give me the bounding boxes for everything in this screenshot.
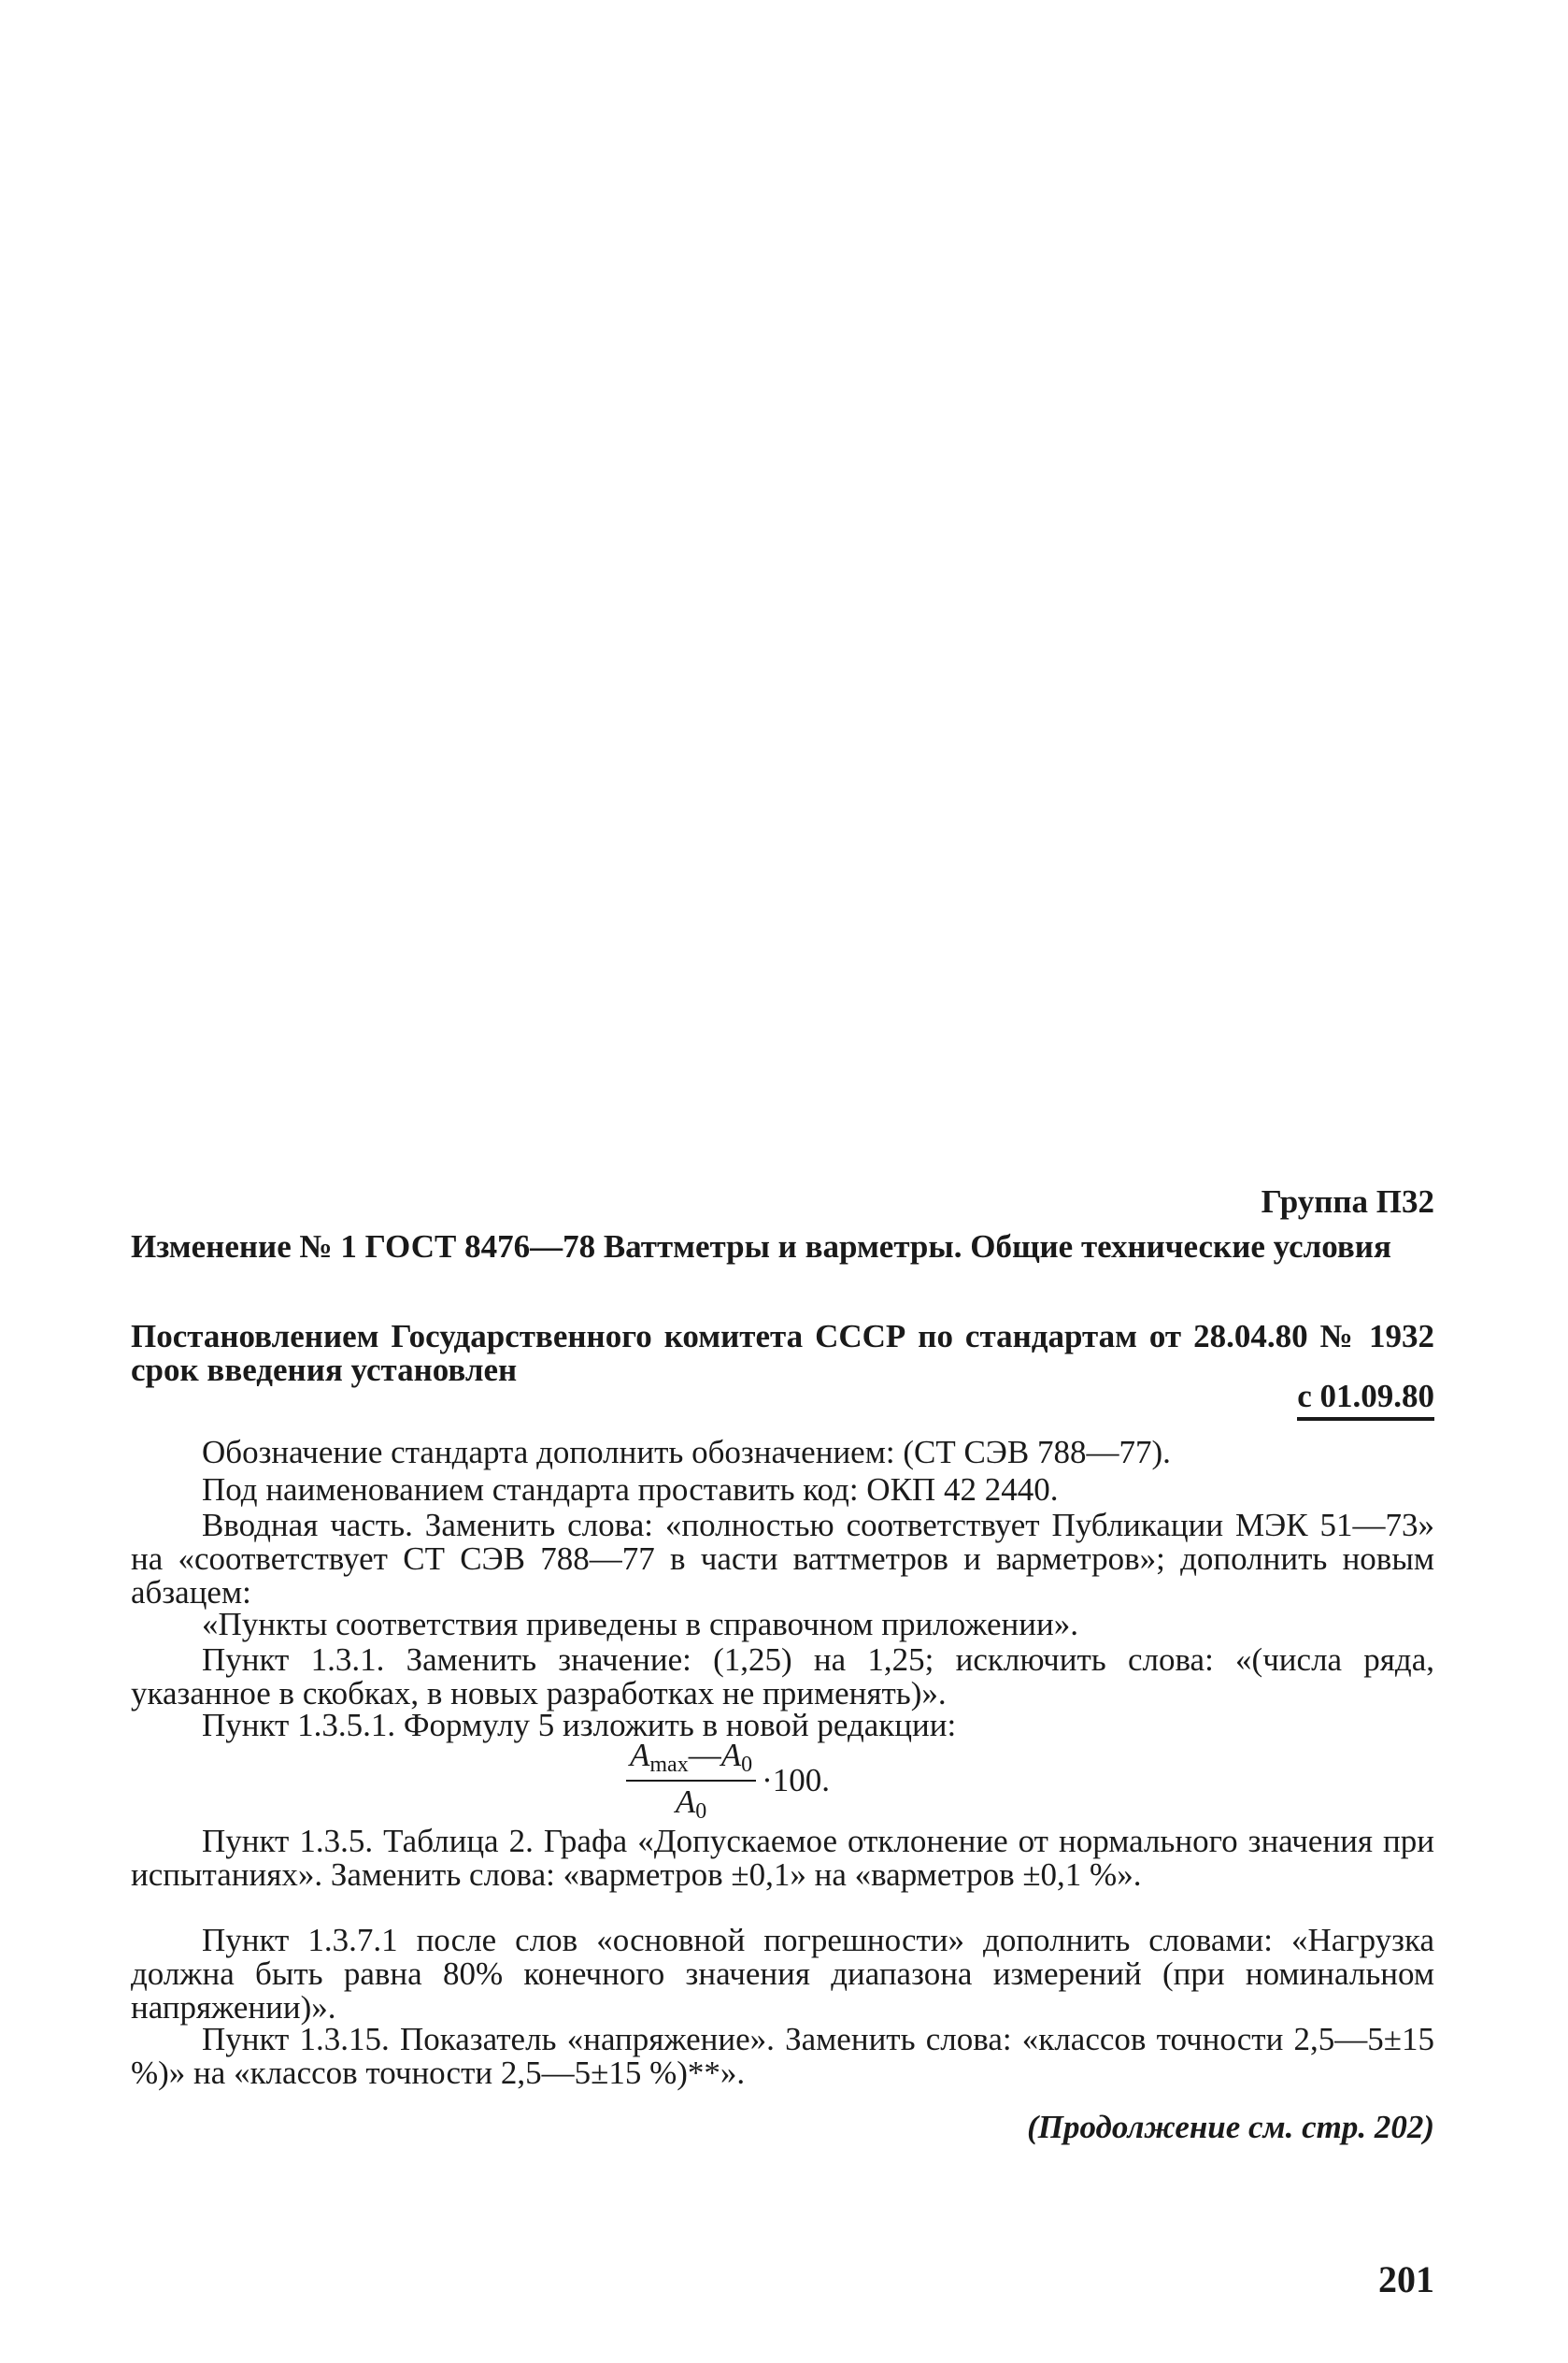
amendment-title: Изменение № 1 ГОСТ 8476—78 Ваттметры и варметры. Общие технические условия bbox=[131, 1228, 1391, 1265]
paragraph-1: Обозначение стандарта дополнить обозначением: (СТ СЭВ 788—77). bbox=[202, 1434, 1171, 1470]
effective-date-wrap bbox=[131, 1380, 1434, 1421]
paragraph-2: Под наименованием стандарта проставить код: ОКП 42 2440. bbox=[202, 1471, 1059, 1508]
formula bbox=[626, 1737, 830, 1825]
continuation-note: (Продолжение см. стр. 202) bbox=[1027, 2109, 1434, 2145]
paragraph-5: Пункт 1.3.1. Заменить значение: (1,25) на 1,25; исключить слова: «(числа ряда, указанное в скобках, в новых разработках не применять)». bbox=[131, 1641, 1434, 1711]
paragraph-8: Пункт 1.3.7.1 после слов «основной погрешности» дополнить словами: «Нагрузка должна быть равна 80% конечного значения диапазона измерений (при номинальном напряжении)». bbox=[131, 1922, 1434, 2026]
paragraph-7: Пункт 1.3.5. Таблица 2. Графа «Допускаемое отклонение от нормального значения при испытаниях». Заменить слова: «варметров ±0,1» на «варметров ±0,1 %». bbox=[131, 1823, 1434, 1893]
group-label: Группа П32 bbox=[1261, 1183, 1434, 1220]
paragraph-3: Вводная часть. Заменить слова: «полностью соответствует Публикации МЭК 51—73» на «соответствует СТ СЭВ 788—77 в части ваттметров и варметров»; дополнить новым абзацем: bbox=[131, 1507, 1434, 1611]
formula-numerator: $A_{max}—A_0$ bbox=[626, 1737, 756, 1782]
page-number: 201 bbox=[1378, 2258, 1434, 2300]
resolution-text: Постановлением Государственного комитета СССР по стандартам от 28.04.80 № 1932 срок введения установлен bbox=[131, 1318, 1434, 1388]
paragraph-6: Пункт 1.3.5.1. Формулу 5 изложить в новой редакции: bbox=[202, 1707, 957, 1743]
paragraph-4: «Пункты соответствия приведены в справочном приложении». bbox=[202, 1606, 1078, 1642]
formula-multiplier: ·100. bbox=[762, 1762, 831, 1798]
effective-date: с 01.09.80 bbox=[1297, 1380, 1434, 1421]
formula-denominator: $A_0$ bbox=[675, 1783, 707, 1824]
paragraph-9: Пункт 1.3.15. Показатель «напряжение». Заменить слова: «классов точности 2,5—5±15 %)» на «классов точности 2,5—5±15 %)**». bbox=[131, 2021, 1434, 2091]
formula-fraction bbox=[626, 1737, 756, 1825]
